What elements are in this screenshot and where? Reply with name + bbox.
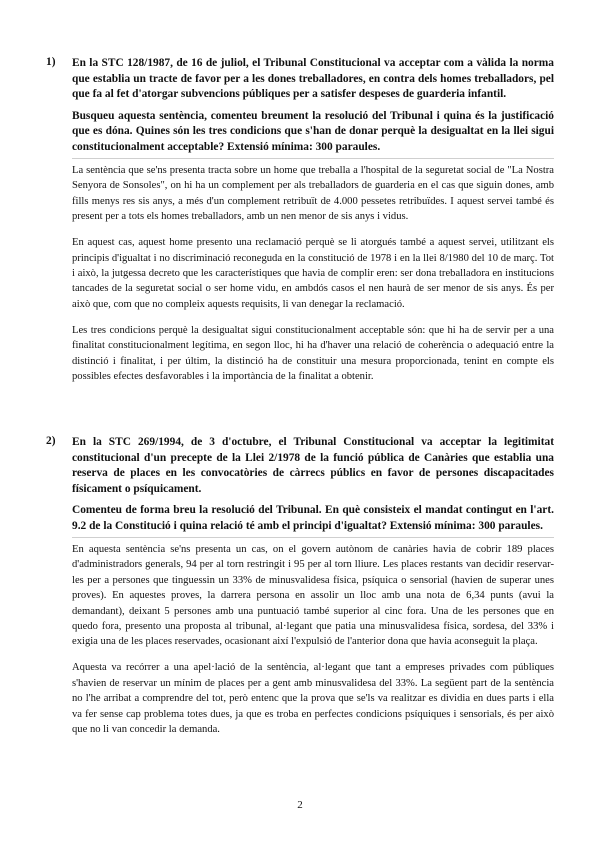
question-number: 2): [46, 435, 56, 447]
answer-paragraph: Les tres condicions perquè la desigualtat sigui constitucionalment acceptable són: que hi ha de servir per a una finalitat constitucionalment legítima, en segon lloc, hi ha d'haver una relació de coherència o adequació entre la distinció i finalitat, i per últim, la distinció ha de constituir una mesura proporcionada, tenint en compte els possibles efectes desfavorables i la importància de la finalitat a obtenir.: [72, 324, 554, 383]
divider: [72, 537, 554, 538]
page-number: 2: [297, 799, 303, 811]
question-1: [46, 56, 554, 395]
question-number: 1): [46, 56, 56, 68]
answer-paragraph: La sentència que se'ns presenta tracta sobre un home que treballa a l'hospital de la seguretat social de "La Nostra Senyora de Sonsoles", on hi ha un complement per als treballadors de guarderia en el cas que siguin dones, amb fills menys res sis anys, a més d'un complement retribuït de 4.000 pessetes retribuïdes. I aquest servei també és present per a tots els homes treballadors, amb un nen menor de sis anys i vidus.: [72, 165, 554, 223]
question-statement: En la STC 128/1987, de 16 de juliol, el Tribunal Constitucional va acceptar com a vàlida la norma que establia un tracte de favor per a les dones treballadores, en contra dels homes treballadors, pel que fa al fet d'atorgar subvencions públiques per a satisfer despeses de guarderia infantil.: [72, 57, 554, 100]
question-statement: En la STC 269/1994, de 3 d'octubre, el Tribunal Constitucional va acceptar la legitimitat constitucional d'un precepte de la Llei 2/1978 de la funció pública de Canàries que establia una reserva de places en les convocatòries de càrrecs públics en favor de persones discapacitades físicament o psíquicament.: [72, 436, 554, 495]
answer-paragraph: En aquesta sentència se'ns presenta un cas, on el govern autònom de canàries havia de cobrir 189 places d'administradors generals, 94 per al torn restringit i 95 per al torn lliure. Les places restants van decidir reservar-les per a persones que tinguessin un 33% de minusvalidesa física, psíquica o sensorial (havien de superar unes proves). En aquestes proves, la darrera persona en assolir un lloc amb una nota de 6,34 punts (avui la demandant), deixant 5 persones amb una puntuació també superior al cinc fora. Una de les persones que en quedo fora, presento una proposta al tribunal, al·legant que patia una minusvalidesa física, sordesa, del 33% i exigia una de les places reservades, ocasionant així l'expulsió de l'anterior dona que havia aconseguit la plaça.: [72, 544, 554, 648]
answer-paragraph: Aquesta va recórrer a una apel·lació de la sentència, al·legant que tant a empreses privades com públiques s'havien de reservar un mínim de places per a gent amb minusvalidesa del 33%. La següent part de la sentència no l'he arribat a comprendre del tot, però entenc que la prova que se'ls va realitzar es dividia en dues parts i ella va fer sense cap problema totes dues, ja que es troba en perfectes condicions psíquiques i sensorials, és per això que no li van concedir la demanda.: [72, 662, 554, 736]
question-task: Comenteu de forma breu la resolució del Tribunal. En què consisteix el mandat contingut en l'art. 9.2 de la Constitució i quina relació té amb el principi d'igualtat? Extensió mínima: 300 paraules.: [72, 504, 554, 532]
answer-paragraph: En aquest cas, aquest home presento una reclamació perquè se li atorgués també a aquest servei, utilitzant els principis d'igualtat i no discriminació reconeguda en la constitució de 1978 i en la llei 8/1980 del 10 de març. Tot i això, la jutgessa decreto que les característiques que havia de complir eren: ser dona treballadora en institucions tancades de la seguretat social o ser home vidu, en ambdós casos el nen haurà de ser menor de sis anys. És per això que, com que no compleix aquests requisits, li van denegar la reclamació.: [72, 237, 554, 310]
question-2: [46, 435, 554, 748]
question-task: Busqueu aquesta sentència, comenteu breument la resolució del Tribunal i quina és la justificació que es dóna. Quines són les tres condicions que s'han de donar perquè la desigualtat en la llei sigui constitucionalment acceptable? Extensió mínima: 300 paraules.: [72, 109, 554, 153]
divider: [72, 158, 554, 159]
